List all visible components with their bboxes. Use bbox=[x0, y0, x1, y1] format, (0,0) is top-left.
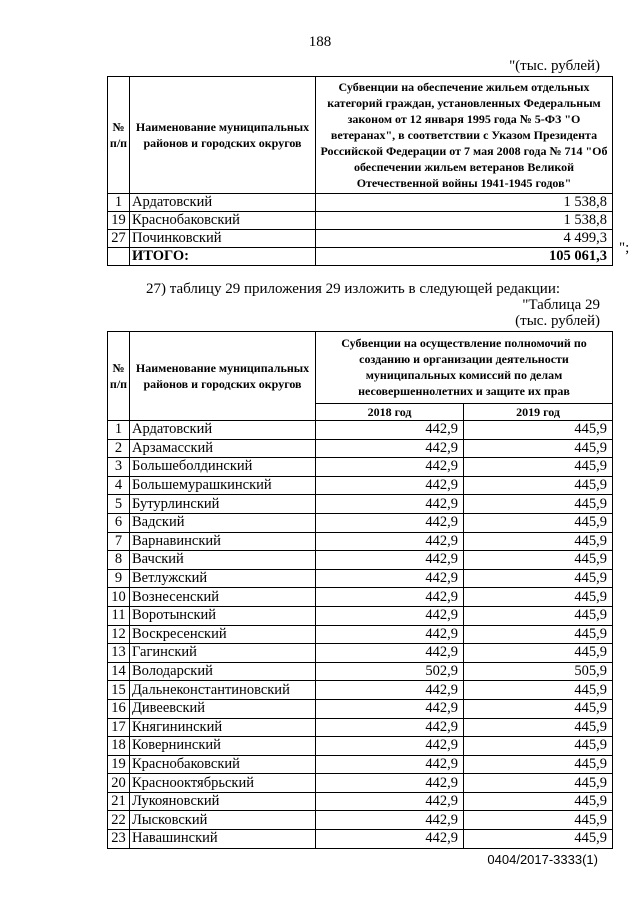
table2-header-row bbox=[108, 332, 613, 404]
row-num: 9 bbox=[108, 569, 130, 588]
row-2018: 442,9 bbox=[316, 569, 464, 588]
row-2018: 442,9 bbox=[316, 588, 464, 607]
table-row bbox=[108, 755, 613, 774]
row-2018: 442,9 bbox=[316, 755, 464, 774]
row-name: Воскресенский bbox=[130, 625, 316, 644]
row-name: Гагинский bbox=[130, 644, 316, 663]
row-name: Лысковский bbox=[130, 811, 316, 830]
table2-header-2018: 2018 год bbox=[316, 403, 464, 420]
row-num: 10 bbox=[108, 588, 130, 607]
row-2019: 445,9 bbox=[464, 458, 613, 477]
row-num: 3 bbox=[108, 458, 130, 477]
row-num: 18 bbox=[108, 737, 130, 756]
table-row bbox=[108, 681, 613, 700]
row-2018: 442,9 bbox=[316, 699, 464, 718]
row-name: Лукояновский bbox=[130, 792, 316, 811]
row-2019: 445,9 bbox=[464, 476, 613, 495]
row-2019: 445,9 bbox=[464, 625, 613, 644]
row-name: Княгининский bbox=[130, 718, 316, 737]
table1-total-label: ИТОГО: bbox=[130, 248, 316, 266]
table-row bbox=[108, 495, 613, 514]
row-2018: 442,9 bbox=[316, 625, 464, 644]
table1 bbox=[107, 76, 613, 266]
row-num: 6 bbox=[108, 513, 130, 532]
row-2019: 445,9 bbox=[464, 439, 613, 458]
table-row bbox=[108, 458, 613, 477]
row-num: 4 bbox=[108, 476, 130, 495]
row-2019: 445,9 bbox=[464, 737, 613, 756]
row-name: Воротынский bbox=[130, 606, 316, 625]
row-name: Арзамасский bbox=[130, 439, 316, 458]
row-num: 1 bbox=[108, 194, 130, 212]
row-2019: 445,9 bbox=[464, 421, 613, 440]
row-2019: 445,9 bbox=[464, 495, 613, 514]
table-row bbox=[108, 737, 613, 756]
row-value: 1 538,8 bbox=[316, 212, 613, 230]
table-row bbox=[108, 792, 613, 811]
row-name: Бутурлинский bbox=[130, 495, 316, 514]
row-num: 5 bbox=[108, 495, 130, 514]
document-code: 0404/2017-3333(1) bbox=[487, 852, 598, 867]
table-row bbox=[108, 811, 613, 830]
row-2019: 445,9 bbox=[464, 551, 613, 570]
table2-units: (тыс. рублей) bbox=[515, 313, 600, 329]
row-name: Краснооктябрьский bbox=[130, 774, 316, 793]
table-row bbox=[108, 476, 613, 495]
row-2018: 442,9 bbox=[316, 681, 464, 700]
row-name: Навашинский bbox=[130, 830, 316, 849]
row-name: Краснобаковский bbox=[130, 212, 316, 230]
row-2018: 442,9 bbox=[316, 439, 464, 458]
row-2019: 445,9 bbox=[464, 755, 613, 774]
row-2018: 442,9 bbox=[316, 421, 464, 440]
row-num: 17 bbox=[108, 718, 130, 737]
table2-label: "Таблица 29 bbox=[522, 297, 600, 313]
row-num: 15 bbox=[108, 681, 130, 700]
table-row bbox=[108, 421, 613, 440]
table-row bbox=[108, 699, 613, 718]
row-num: 1 bbox=[108, 421, 130, 440]
row-2018: 442,9 bbox=[316, 513, 464, 532]
row-num: 22 bbox=[108, 811, 130, 830]
table2-header-subsidy: Субвенции на осуществление полномочий по созданию и организации деятельности муниципальных комиссий по делам несовершеннолетних и защите их прав bbox=[316, 332, 613, 404]
row-num: 19 bbox=[108, 212, 130, 230]
row-name: Дивеевский bbox=[130, 699, 316, 718]
row-2018: 442,9 bbox=[316, 495, 464, 514]
row-2018: 502,9 bbox=[316, 662, 464, 681]
table-row bbox=[108, 718, 613, 737]
row-name: Большемурашкинский bbox=[130, 476, 316, 495]
table1-end-mark: "; bbox=[619, 240, 630, 256]
table1-units: "(тыс. рублей) bbox=[509, 58, 600, 74]
table-row bbox=[108, 644, 613, 663]
row-2018: 442,9 bbox=[316, 774, 464, 793]
row-num: 23 bbox=[108, 830, 130, 849]
table1-total-row bbox=[108, 248, 613, 266]
row-2018: 442,9 bbox=[316, 811, 464, 830]
row-2019: 445,9 bbox=[464, 830, 613, 849]
row-num: 16 bbox=[108, 699, 130, 718]
table-row bbox=[108, 212, 613, 230]
table2-header-name: Наименование муниципальных районов и городских округов bbox=[130, 332, 316, 421]
table2 bbox=[107, 331, 613, 849]
row-2019: 445,9 bbox=[464, 774, 613, 793]
table-row bbox=[108, 830, 613, 849]
row-name: Ардатовский bbox=[130, 194, 316, 212]
row-2019: 445,9 bbox=[464, 606, 613, 625]
table1-header-num: № п/п bbox=[108, 77, 130, 194]
row-2018: 442,9 bbox=[316, 737, 464, 756]
table2-header-2019: 2019 год bbox=[464, 403, 613, 420]
row-name: Вознесенский bbox=[130, 588, 316, 607]
row-2018: 442,9 bbox=[316, 532, 464, 551]
row-num: 20 bbox=[108, 774, 130, 793]
table2-header-num: № п/п bbox=[108, 332, 130, 421]
row-2019: 445,9 bbox=[464, 588, 613, 607]
table-row bbox=[108, 551, 613, 570]
row-num: 19 bbox=[108, 755, 130, 774]
row-2018: 442,9 bbox=[316, 718, 464, 737]
row-2019: 445,9 bbox=[464, 513, 613, 532]
table1-header-subsidy: Субвенции на обеспечение жильем отдельных категорий граждан, установленных Федеральным законом от 12 января 1995 года № 5-ФЗ "О ветеранах", в соответствии с Указом Президента Российской Федерации от 7 мая 2008 года № 714 "Об обеспечении жильем ветеранов Великой Отечественной войны 1941-1945 годов" bbox=[316, 77, 613, 194]
row-num: 2 bbox=[108, 439, 130, 458]
row-2018: 442,9 bbox=[316, 830, 464, 849]
row-num: 8 bbox=[108, 551, 130, 570]
table-row bbox=[108, 532, 613, 551]
row-num: 21 bbox=[108, 792, 130, 811]
row-2018: 442,9 bbox=[316, 606, 464, 625]
row-name: Вадский bbox=[130, 513, 316, 532]
row-num: 11 bbox=[108, 606, 130, 625]
row-num: 7 bbox=[108, 532, 130, 551]
row-2019: 445,9 bbox=[464, 811, 613, 830]
row-name: Починковский bbox=[130, 230, 316, 248]
row-2019: 445,9 bbox=[464, 644, 613, 663]
row-value: 1 538,8 bbox=[316, 194, 613, 212]
row-name: Ковернинский bbox=[130, 737, 316, 756]
row-2018: 442,9 bbox=[316, 458, 464, 477]
row-num: 12 bbox=[108, 625, 130, 644]
table1-header-name: Наименование муниципальных районов и городских округов bbox=[130, 77, 316, 194]
row-name: Володарский bbox=[130, 662, 316, 681]
table-row bbox=[108, 774, 613, 793]
table-row bbox=[108, 588, 613, 607]
row-name: Дальнеконстантиновский bbox=[130, 681, 316, 700]
table-row bbox=[108, 513, 613, 532]
table1-total-value: 105 061,3 bbox=[316, 248, 613, 266]
row-name: Ветлужский bbox=[130, 569, 316, 588]
table-row bbox=[108, 662, 613, 681]
table-row bbox=[108, 194, 613, 212]
row-name: Большеболдинский bbox=[130, 458, 316, 477]
row-2019: 445,9 bbox=[464, 718, 613, 737]
row-num: 27 bbox=[108, 230, 130, 248]
row-2018: 442,9 bbox=[316, 644, 464, 663]
table-row bbox=[108, 230, 613, 248]
row-2018: 442,9 bbox=[316, 792, 464, 811]
row-2019: 445,9 bbox=[464, 681, 613, 700]
table-row bbox=[108, 439, 613, 458]
row-2019: 445,9 bbox=[464, 569, 613, 588]
row-2018: 442,9 bbox=[316, 476, 464, 495]
row-name: Ардатовский bbox=[130, 421, 316, 440]
table-row bbox=[108, 606, 613, 625]
row-name: Вачский bbox=[130, 551, 316, 570]
table1-total-num bbox=[108, 248, 130, 266]
row-2018: 442,9 bbox=[316, 551, 464, 570]
table-row bbox=[108, 569, 613, 588]
row-num: 14 bbox=[108, 662, 130, 681]
table-row bbox=[108, 625, 613, 644]
instruction-text: 27) таблицу 29 приложения 29 изложить в следующей редакции: bbox=[146, 281, 561, 297]
row-2019: 505,9 bbox=[464, 662, 613, 681]
row-name: Краснобаковский bbox=[130, 755, 316, 774]
row-value: 4 499,3 bbox=[316, 230, 613, 248]
row-name: Варнавинский bbox=[130, 532, 316, 551]
row-num: 13 bbox=[108, 644, 130, 663]
row-2019: 445,9 bbox=[464, 532, 613, 551]
page-number: 188 bbox=[308, 34, 332, 50]
row-2019: 445,9 bbox=[464, 699, 613, 718]
row-2019: 445,9 bbox=[464, 792, 613, 811]
table1-header-row bbox=[108, 77, 613, 194]
